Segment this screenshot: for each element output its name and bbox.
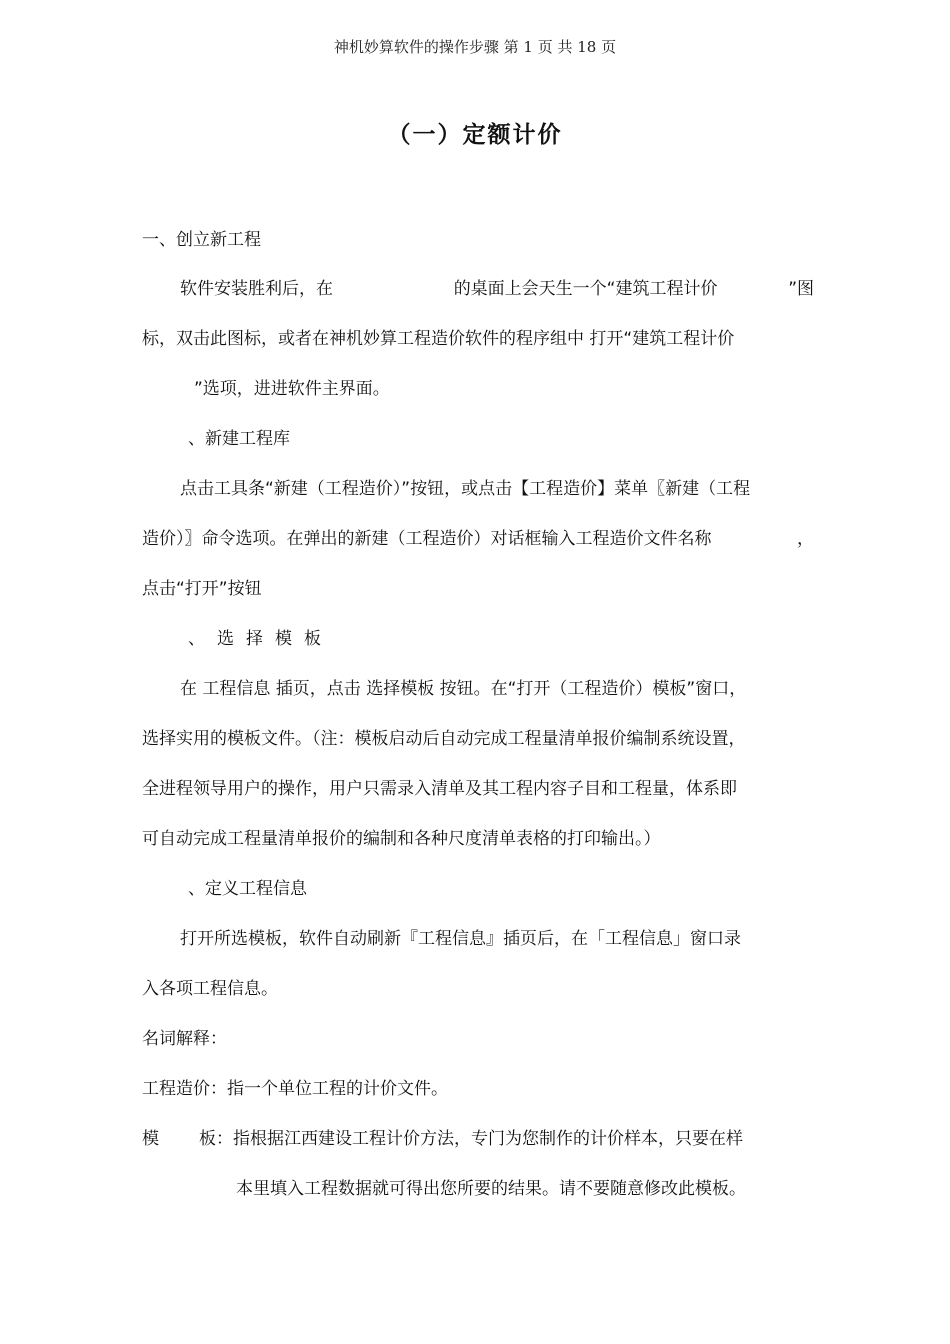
glossary-definition: 板：指根据江西建设工程计价方法，专门为您制作的计价样本，只要在样 (199, 1129, 743, 1149)
paragraph-line: 全进程领导用户的操作，用户只需录入清单及其工程内容子目和工程量，体系即 (142, 779, 737, 799)
subsection-heading: 、选择模板 (188, 629, 333, 649)
blank-gap (348, 277, 438, 301)
subsection-heading: 、新建工程库 (188, 429, 290, 449)
paragraph-line: 在 工程信息 插页，点击 选择模板 按钮。在“打开（工程造价）模板”窗口， (180, 679, 747, 699)
paragraph-line: 标，双击此图标，或者在神机妙算工程造价软件的程序组中 打开“建筑工程计价 (142, 329, 735, 349)
paragraph-line (180, 277, 814, 301)
paragraph-line: 点击“打开”按钮 (142, 579, 262, 599)
paragraph-line: ”选项，进进软件主界面。 (194, 379, 390, 399)
page-header: 神机妙算软件的操作步骤 第 1 页 共 18 页 (333, 38, 617, 56)
document-title: （一）定额计价 (387, 122, 563, 148)
blank-gap (733, 277, 773, 301)
text-segment: ， (797, 529, 814, 549)
glossary-item-continuation: 本里填入工程数据就可得出您所要的结果。请不要随意修改此模板。 (236, 1179, 746, 1199)
paragraph-line: 打开所选模板，软件自动刷新『工程信息』插页后，在「工程信息」窗口录 (180, 929, 741, 949)
paragraph-line: 可自动完成工程量清单报价的编制和各种尺度清单表格的打印输出。） (142, 829, 661, 849)
paragraph-line: 点击工具条“新建（工程造价）”按钮，或点击【工程造价】菜单〖新建（工程 (180, 479, 751, 499)
glossary-term: 模 (142, 1129, 159, 1149)
paragraph-line: 选择实用的模板文件。（注：模板启动后自动完成工程量清单报价编制系统设置， (142, 729, 746, 749)
glossary-heading: 名词解释： (142, 1029, 227, 1049)
subsection-heading: 、定义工程信息 (188, 879, 307, 899)
text-segment: 软件安装胜利后，在 (180, 279, 333, 299)
text-segment: ”图 (788, 279, 814, 299)
blank-gap (159, 1127, 199, 1151)
glossary-item: 工程造价：指一个单位工程的计价文件。 (142, 1079, 448, 1099)
glossary-item (142, 1127, 814, 1151)
text-segment: 的桌面上会天生一个“建筑工程计价 (453, 279, 718, 299)
paragraph-line: 入各项工程信息。 (142, 979, 278, 999)
text-segment: 造价）〗命令选项。在弹出的新建（工程造价）对话框输入工程造价文件名称 (142, 529, 712, 549)
paragraph-line (142, 527, 814, 551)
section-heading: 一、创立新工程 (142, 230, 261, 250)
